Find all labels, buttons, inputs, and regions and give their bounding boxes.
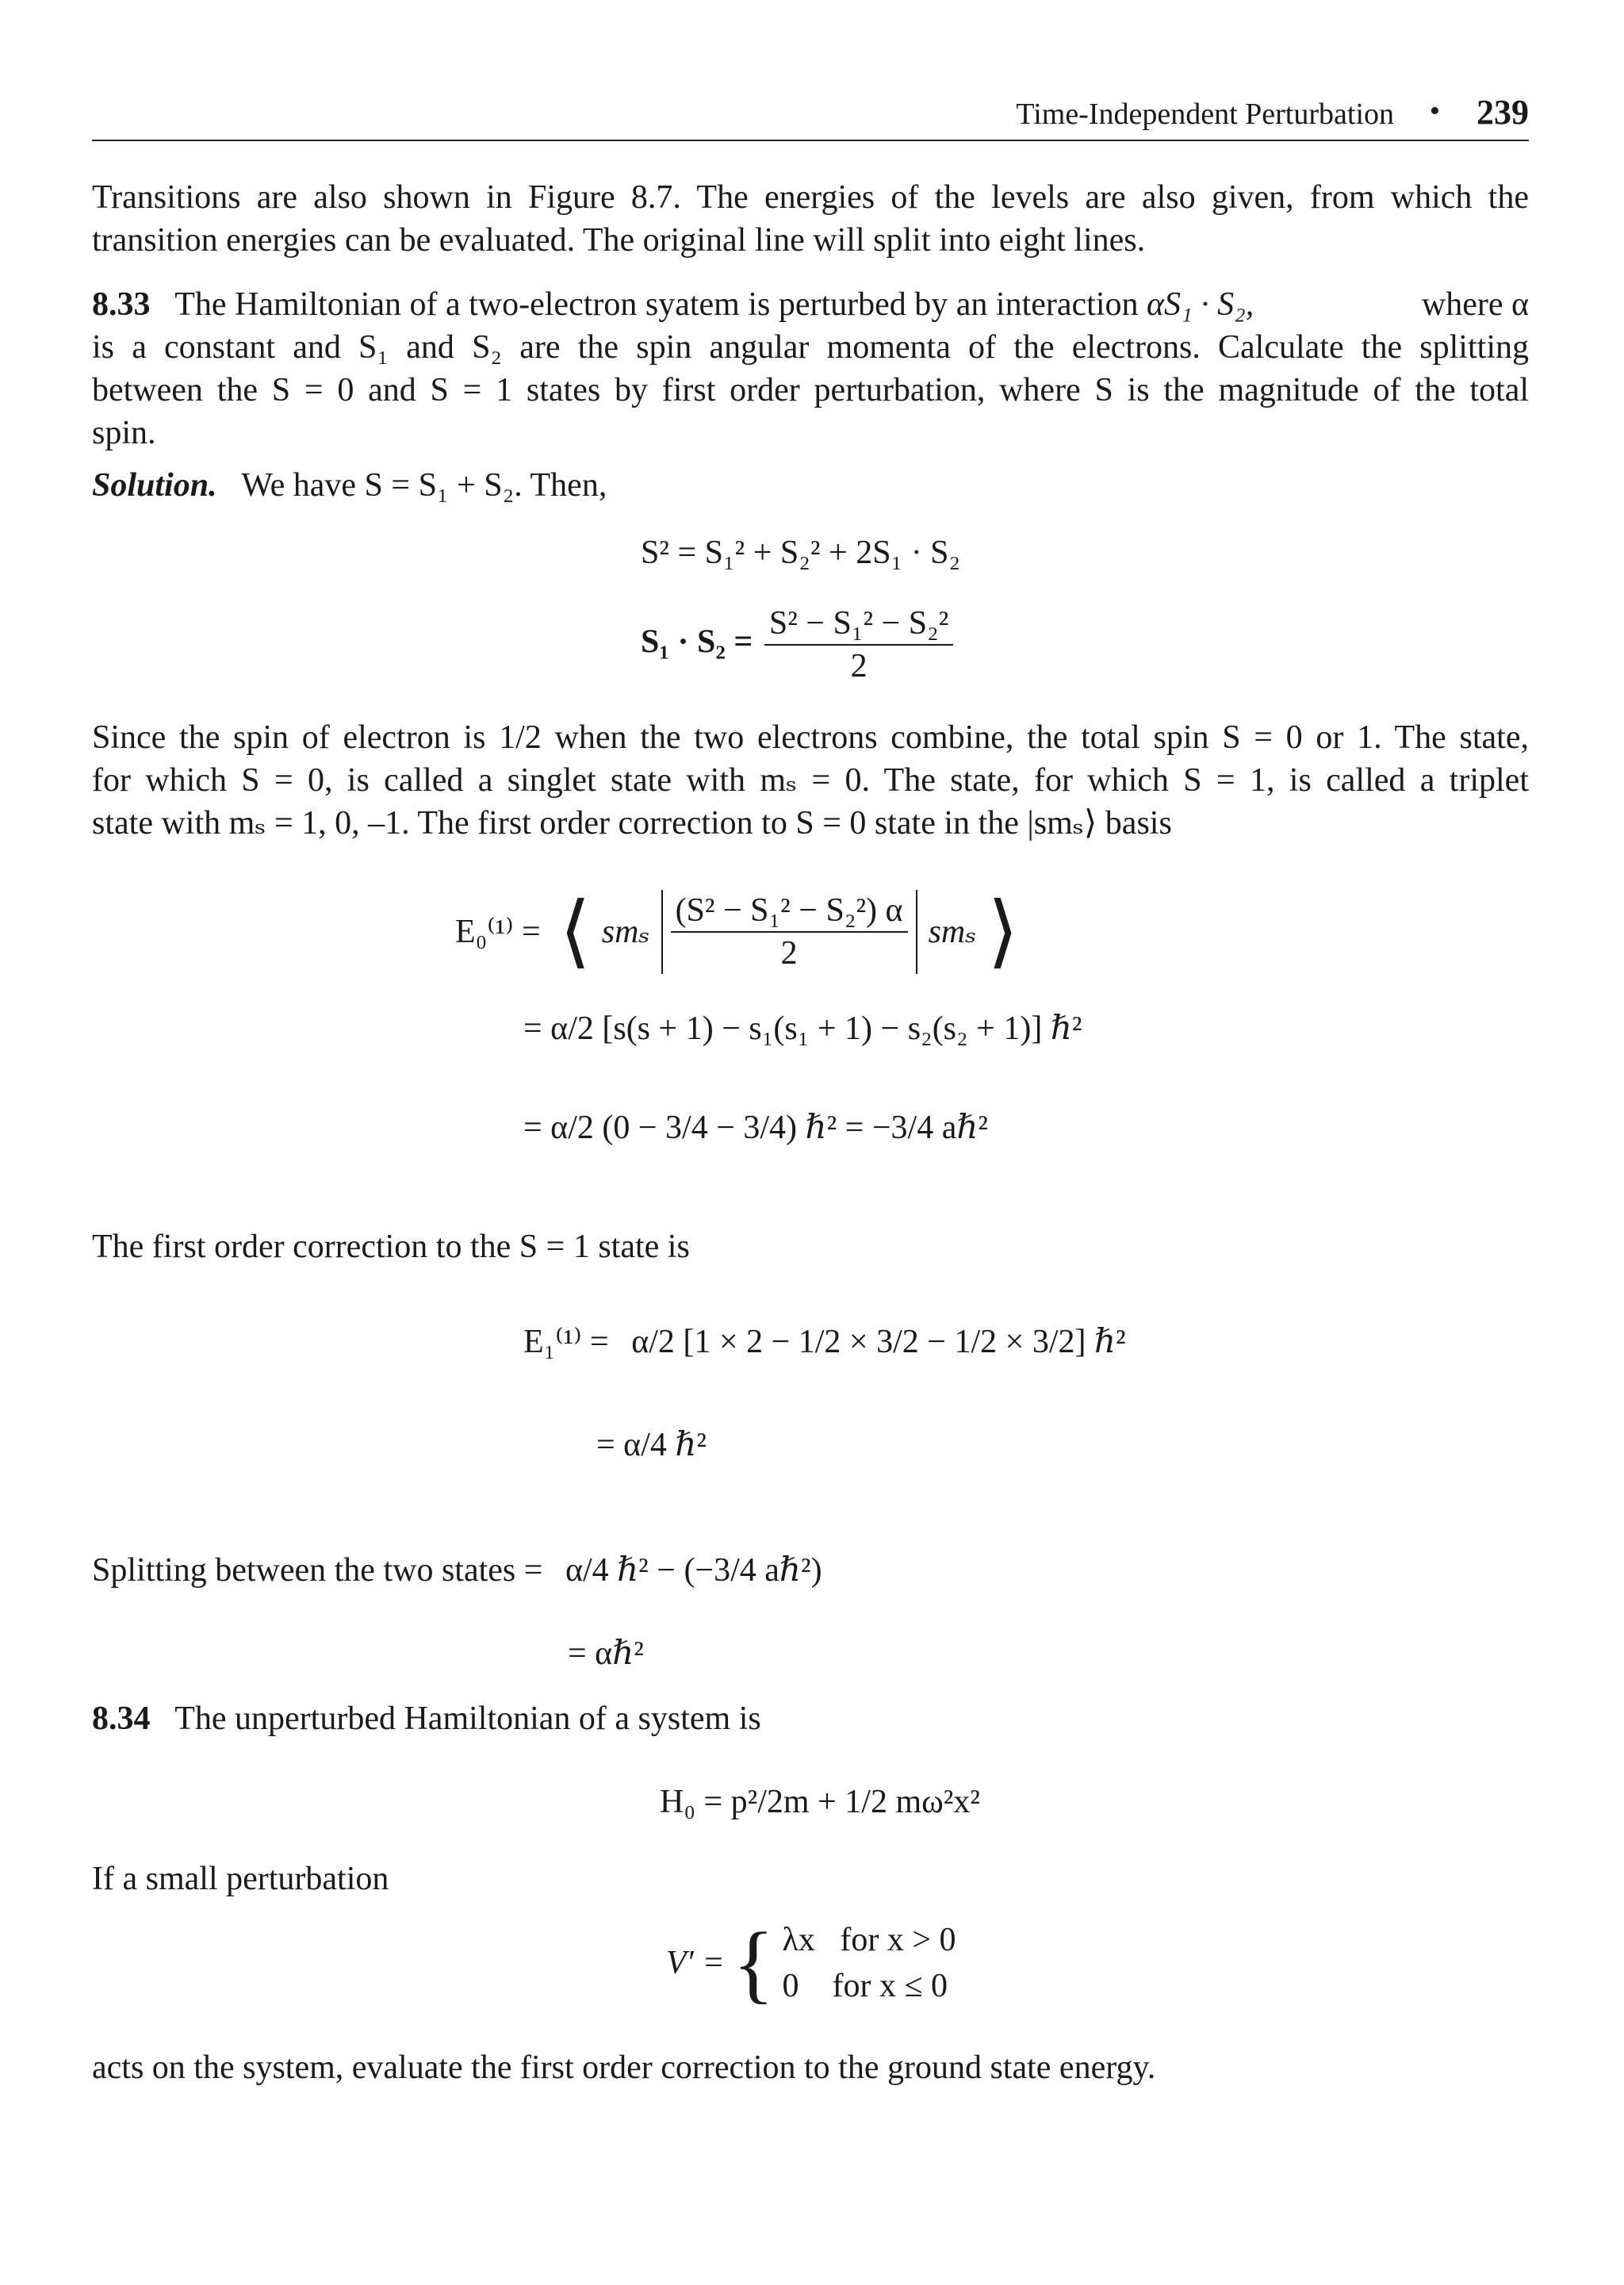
case-x-positive: λx for x > 0	[782, 1922, 956, 1958]
para1-line2: transition energies can be evaluated. The original line will split into eight lines.	[92, 222, 1146, 259]
problem-833-line3: between the S = 0 and S = 1 states by first order perturbation, where S is the magnitude of the total	[92, 372, 1529, 408]
problem-833-line1-end: where α	[1421, 286, 1529, 323]
e0-lhs: E₀⁽¹⁾ =	[455, 914, 541, 950]
e1-line1: α/2 [1 × 2 − 1/2 × 3/2 − 1/2 × 3/2] ℏ²	[631, 1324, 1126, 1360]
solution-line	[92, 464, 607, 507]
problem-834-line1	[92, 1697, 761, 1740]
eq2-denominator: 2	[850, 648, 868, 684]
e0-denominator: 2	[780, 935, 798, 972]
page-number: 239	[1477, 93, 1529, 132]
case-x-nonpositive: 0 for x ≤ 0	[782, 1968, 948, 2004]
splitting-result: = αℏ²	[568, 1635, 644, 1672]
ket-label: smₛ	[928, 914, 977, 950]
problem-833-line4: spin.	[92, 415, 156, 451]
bra-label: smₛ	[601, 914, 650, 950]
eq2-numerator: S² − S₁² − S₂²	[764, 603, 954, 646]
v-prime-lhs: V′ =	[666, 1945, 725, 1981]
header-bullet: •	[1429, 94, 1440, 128]
equation-s-squared: S² = S₁² + S₂² + 2S₁ · S₂	[641, 535, 961, 571]
equation-h0: H₀ = p²/2m + 1/2 mω²x²	[660, 1784, 980, 1820]
para3-line1: The first order correction to the S = 1 state is	[92, 1229, 690, 1265]
interaction-expr: αS₁ · S₂,	[1147, 286, 1254, 323]
e1-lhs: E₁⁽¹⁾ =	[523, 1324, 609, 1360]
problem-833-line2: is a constant and S₁ and S₂ are the spin angular momenta of the electrons. Calculate the splitting	[92, 329, 1529, 366]
problem-833-text: The Hamiltonian of a two-electron syatem is perturbed by an interaction	[174, 286, 1139, 323]
equation-e0-line2: = α/2 [s(s + 1) − s₁(s₁ + 1) − s₂(s₂ + 1)] ℏ²	[523, 1010, 1082, 1047]
problem-number: 8.33	[92, 286, 151, 323]
left-brace: {	[732, 1915, 775, 2011]
page-header	[92, 89, 1529, 141]
solution-text: We have S = S₁ + S₂. Then,	[241, 467, 607, 504]
splitting-line	[92, 1549, 822, 1592]
problem-834-number: 8.34	[92, 1700, 151, 1737]
para2-line2: for which S = 0, is called a singlet state with mₛ = 0. The state, for which S = 1, is called a triplet	[92, 762, 1529, 799]
splitting-label: Splitting between the two states =	[92, 1552, 543, 1589]
equation-s1-dot-s2	[641, 603, 956, 687]
perturbation-intro: If a small perturbation	[92, 1861, 389, 1897]
equation-e0-line3: = α/2 (0 − 3/4 − 3/4) ℏ² = −3/4 aℏ²	[523, 1110, 989, 1146]
problem-834-text: The unperturbed Hamiltonian of a system is	[174, 1700, 761, 1737]
equation-e1	[523, 1321, 1126, 1363]
e0-numerator: (S² − S₁² − S₂²) α	[671, 890, 908, 933]
solution-label: Solution.	[92, 467, 217, 504]
para2-line1: Since the spin of electron is 1/2 when the two electrons combine, the total spin S = 0 or 1. The state,	[92, 719, 1529, 756]
eq2-fraction	[764, 603, 954, 687]
equation-e1-line2: = α/4 ℏ²	[596, 1427, 707, 1463]
equation-e0	[455, 868, 1018, 995]
equation-v-prime	[666, 1915, 956, 2011]
para2-line3: state with mₛ = 1, 0, –1. The first order correction to S = 0 state in the |smₛ⟩ basis	[92, 805, 1172, 842]
problem-833-line1	[92, 283, 1529, 326]
running-title: Time-Independent Perturbation	[1016, 98, 1394, 131]
final-line: acts on the system, evaluate the first order correction to the ground state energy.	[92, 2049, 1156, 2086]
piecewise-cases	[783, 1917, 956, 2009]
e0-fraction	[671, 890, 908, 974]
eq2-lhs: S₁ · S₂ =	[641, 623, 753, 661]
splitting-expr: α/4 ℏ² − (−3/4 aℏ²)	[565, 1552, 822, 1589]
right-angle-bracket: ⟩	[987, 888, 1019, 976]
para1-line1: Transitions are also shown in Figure 8.7. The energies of the levels are also given, from which the	[92, 179, 1529, 216]
left-angle-bracket: ⟨	[559, 888, 591, 976]
matrix-element-operator	[661, 890, 917, 974]
